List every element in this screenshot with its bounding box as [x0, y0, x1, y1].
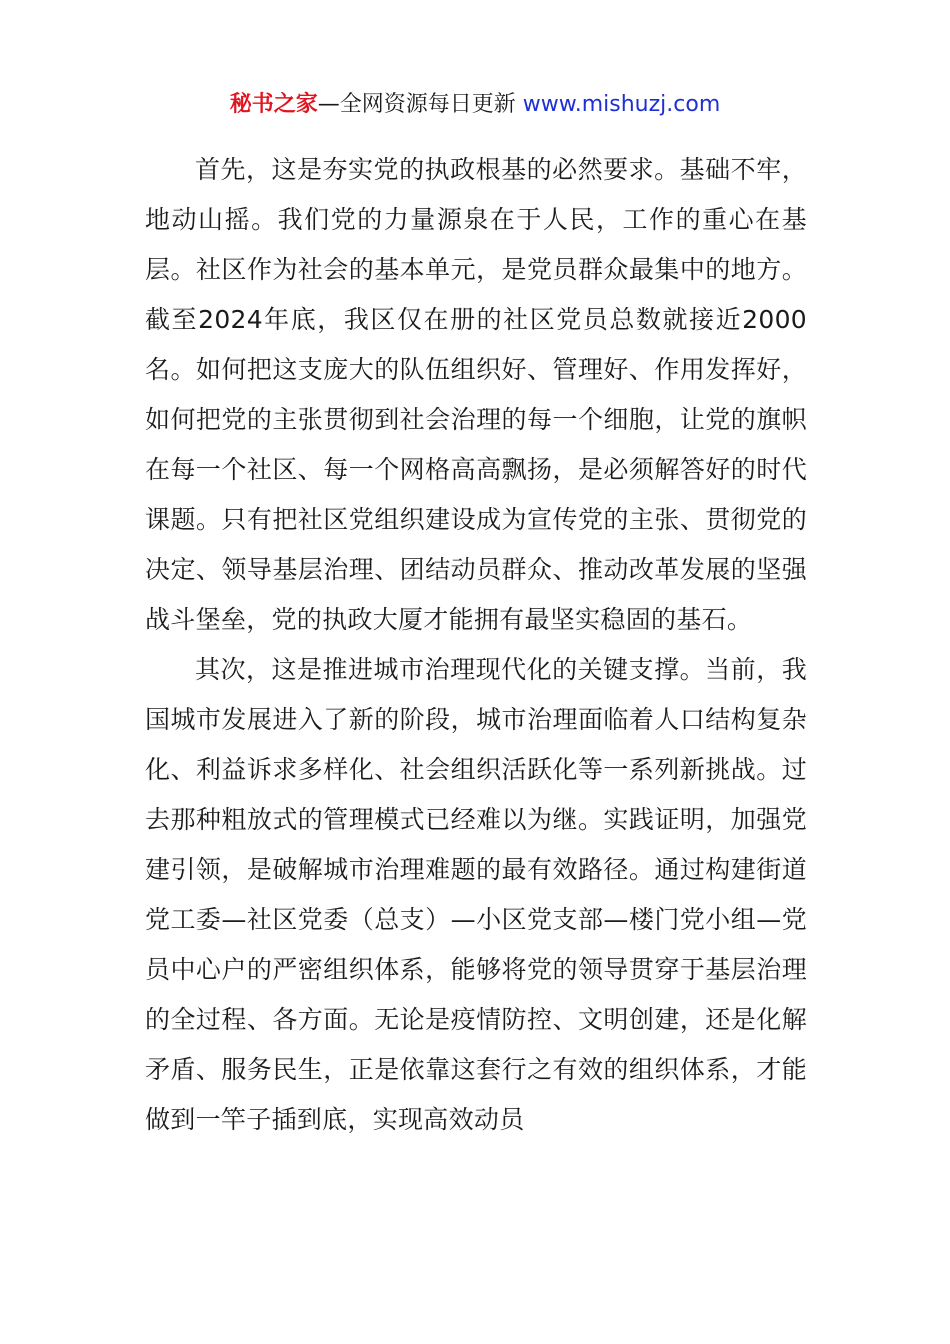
body-paragraph: 其次，这是推进城市治理现代化的关键支撑。当前，我国城市发展进入了新的阶段，城市治理面临着人口结构复杂化、利益诉求多样化、社会组织活跃化等一系列新挑战。过去那种粗放式的管理模式已经难以为继。实践证明，加强党建引领，是破解城市治理难题的最有效路径。通过构建街道党工委—社区党委（总支）—小区党支部—楼门党小组—党员中心户的严密组织体系，能够将党的领导贯穿于基层治理的全过程、各方面。无论是疫情防控、文明创建，还是化解矛盾、服务民生，正是依靠这套行之有效的组织体系，才能做到一竿子插到底，实现高效动员 [145, 655, 807, 1134]
body-paragraph: 首先，这是夯实党的执政根基的必然要求。基础不牢，地动山摇。我们党的力量源泉在于人民，工作的重心在基层。社区作为社会的基本单元，是党员群众最集中的地方。截至2024年底，我区仅在册的社区党员总数就接近2000名。如何把这支庞大的队伍组织好、管理好、作用发挥好，如何把党的主张贯彻到社会治理的每一个细胞，让党的旗帜在每一个社区、每一个网格高高飘扬，是必须解答好的时代课题。只有把社区党组织建设成为宣传党的主张、贯彻党的决定、领导基层治理、团结动员群众、推动改革发展的坚强战斗堡垒，党的执政大厦才能拥有最坚实稳固的基石。 [145, 155, 807, 634]
site-url-link[interactable]: www.mishuzj.com [522, 92, 721, 117]
brand-name: 秘书之家 [229, 92, 318, 117]
page-header [0, 88, 950, 122]
header-tagline: —全网资源每日更新 [317, 92, 516, 117]
document-body [145, 145, 807, 1145]
